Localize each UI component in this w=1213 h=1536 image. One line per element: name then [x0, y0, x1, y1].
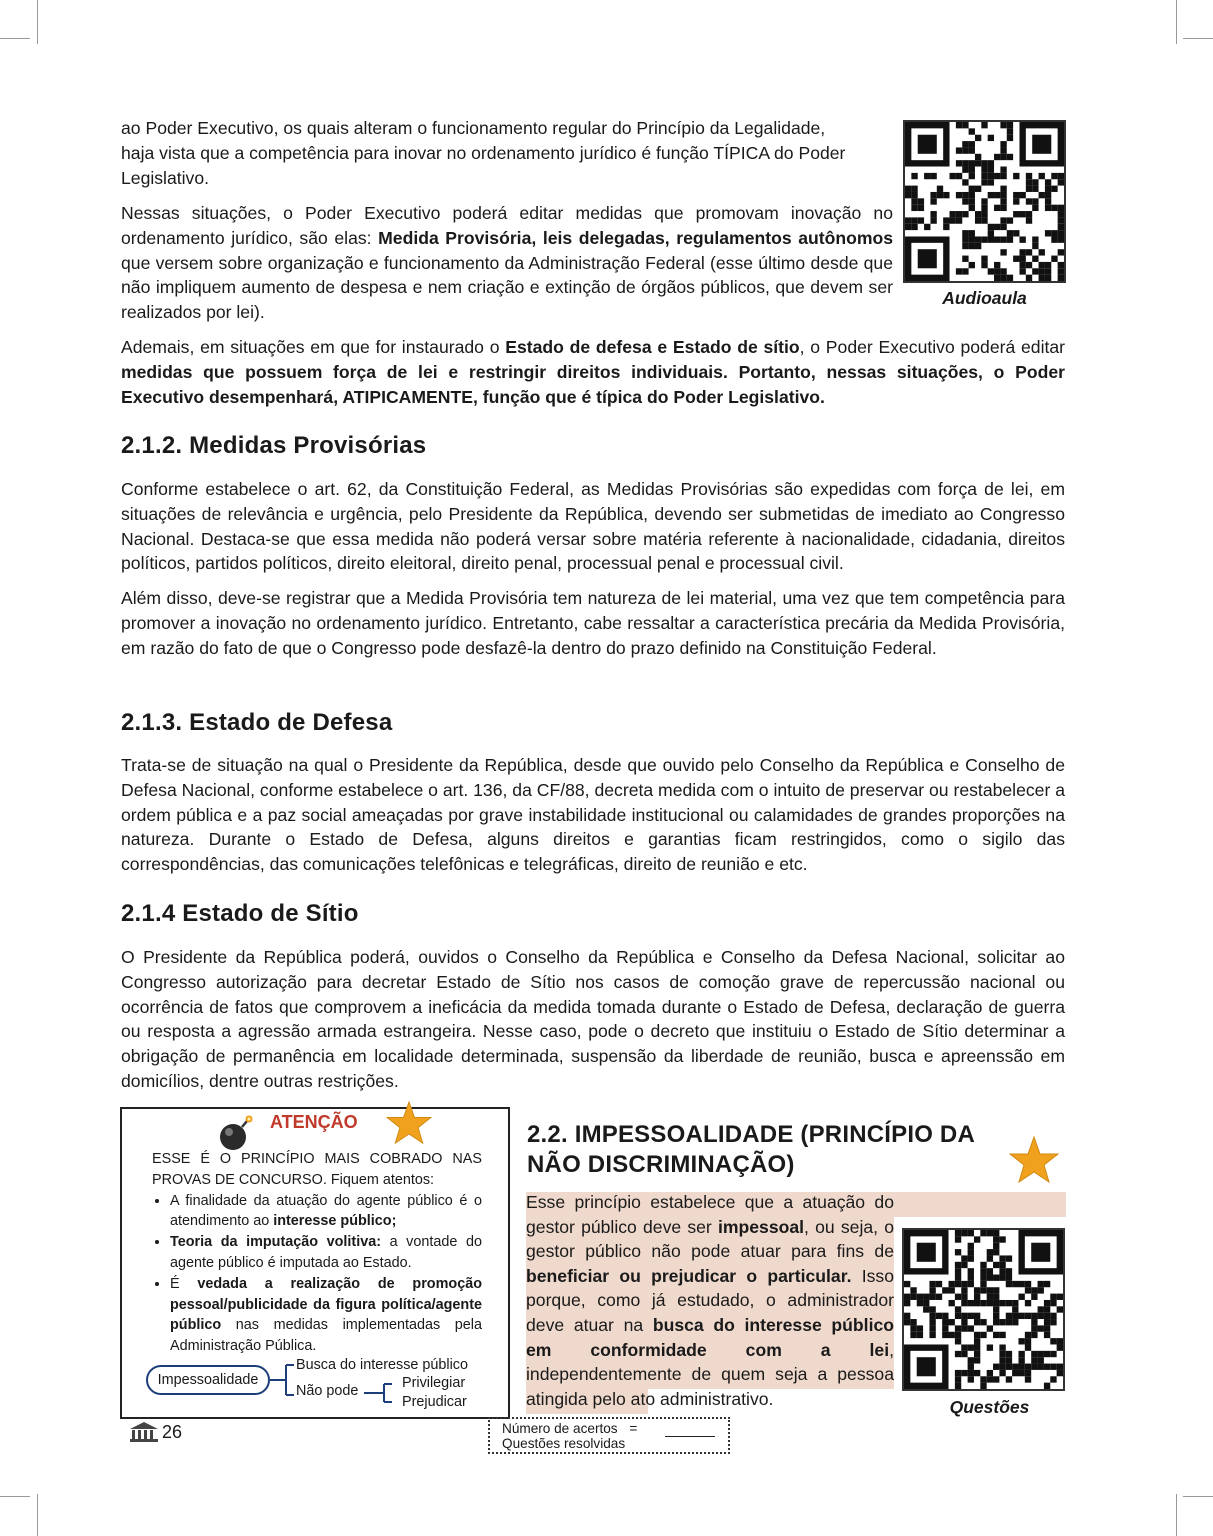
heading-line: 2.2. IMPESSOALIDADE (PRINCÍPIO DA: [527, 1121, 975, 1148]
text-run: a vontade do agente público é imputada ao Estado.: [170, 1234, 482, 1271]
qr-code-questoes[interactable]: [902, 1228, 1065, 1391]
text-run: Ademais, em situações em que for instaurado o: [121, 337, 506, 357]
list-item: [170, 1232, 482, 1274]
text-run: nas medidas implementadas pela Administração Pública.: [170, 1317, 482, 1355]
score-total-label: Questões resolvidas: [502, 1436, 626, 1451]
attention-box: [120, 1107, 510, 1419]
paragraph-executive-measures: [121, 201, 893, 325]
score-equals: =: [629, 1421, 638, 1436]
intro-line: ao Poder Executivo, os quais alteram o funcionamento regular do Princípio da Legalidade,: [121, 118, 826, 138]
paragraph-estado-defesa-sitio: [121, 335, 1065, 409]
diagram-leaf-privilegiar: Privilegiar: [402, 1375, 466, 1391]
star-icon: [386, 1101, 432, 1145]
diagram-root-node: [146, 1365, 270, 1395]
bold-run: Medida Provisória, leis delegadas, regulamentos autônomos: [378, 227, 894, 248]
text-run: Nessas situações, o Poder Executivo poderá editar medidas que promovam inovação no ordenamento jurídico, são elas:: [121, 203, 893, 248]
diagram-branch-nao-pode: Não pode: [296, 1383, 359, 1399]
star-icon: [1009, 1136, 1059, 1184]
intro-line: haja vista que a competência para inovar no ordenamento jurídico é função TÍPICA do Poder: [121, 142, 846, 163]
score-correct-label: Número de acertos: [502, 1421, 618, 1436]
qr-code-audioaula[interactable]: [903, 120, 1066, 283]
text-run: , o Poder Executivo poderá editar: [799, 337, 1066, 357]
crop-mark: [1183, 38, 1213, 39]
paragraph-medidas-provisorias-1: Conforme estabelece o art. 62, da Constituição Federal, as Medidas Provisórias são expedidas com força de lei, em situações de relevância e urgência, pelo Presidente da República, devendo ser submetidas de imediato ao Congresso Nacional. Destaca-se que essa medida não poderá versar sobre matéria referente à nacionalidade, cidadania, direitos políticos, partidos políticos, direito eleitoral, direito penal, processual penal e processual civil.: [121, 479, 1065, 574]
heading-estado-de-sitio: 2.1.4 Estado de Sítio: [121, 900, 359, 927]
score-box: [488, 1417, 730, 1454]
text-run: É: [170, 1275, 198, 1292]
list-item: [170, 1191, 482, 1233]
page-number: 26: [162, 1422, 183, 1442]
bold-run: interesse público;: [273, 1213, 397, 1230]
bold-run: Estado de defesa e Estado de sítio: [505, 337, 800, 357]
bold-run: vedada a realização de promoção pessoal/publicidade da figura política/agente público: [170, 1275, 482, 1334]
text-run: , ou seja, o gestor público não pode atuar para fins de: [526, 1216, 895, 1262]
text-run: Esse princípio estabelece que a atuação do gestor público deve ser: [526, 1192, 894, 1237]
qr-code-icon: [905, 122, 1064, 281]
crop-mark: [1183, 1496, 1213, 1497]
score-blank[interactable]: [665, 1436, 715, 1437]
bold-run: medidas que possuem força de lei e restringir direitos individuais. Portanto, nessas situações, o Poder Executivo desempenhará, ATIPICAMENTE, função que é típica do Poder Legislativo.: [121, 361, 1065, 407]
paragraph-estado-de-sitio: O Presidente da República poderá, ouvidos o Conselho da República e Conselho da Defesa Nacional, solicitar ao Congresso autorização para decretar Estado de Sítio nos casos de comoção grave de repercussão nacional ou ocorrência de fatos que comprovem a ineficácia da medida tomada durante o Estado de Defesa, declaração de guerra ou resposta a agressão armada estrangeira. Nesse caso, pode o decreto que instituiu o Estado de Sítio determinar a obrigação de permanência em localidade determinada, suspensão da liberdade de reunião, busca e apreenssão em domicílios, dentre outras restrições.: [121, 947, 1065, 1091]
text-run: Isso porque, como já estudado, o administrador deve atuar na: [526, 1265, 894, 1335]
diagram-root-label: Impessoalidade: [157, 1372, 259, 1388]
bold-run: busca do interesse público em conformidade com a lei: [526, 1314, 894, 1360]
crop-mark: [0, 1496, 30, 1497]
list-item: [170, 1274, 482, 1357]
heading-impessoalidade: [527, 1120, 975, 1180]
courthouse-icon: [129, 1421, 159, 1443]
bold-run: Teoria da imputação volitiva:: [170, 1234, 382, 1251]
crop-mark: [1176, 0, 1177, 44]
paragraph-estado-de-defesa: Trata-se de situação na qual o Presidente da República, desde que ouvido pelo Conselho da República e Conselho de Defesa Nacional, conforme estabelece o art. 136, da CF/88, decreta medida com o intuito de preservar ou restabelecer a ordem pública e a paz social ameaçadas por grave instabilidade institucional ou calamidades de grandes proporções na natureza. Durante o Estado de Defesa, alguns direitos e garantias ficam restringidos, como o sigilo das correspondências, das comunicações telefônicas e telegráficas, direito de reunião e etc.: [121, 755, 1065, 875]
crop-mark: [1176, 1494, 1177, 1536]
bomb-icon: [216, 1113, 256, 1153]
qr-caption-questoes: Questões: [949, 1397, 1030, 1417]
attention-list: [152, 1191, 482, 1357]
qr-caption-audioaula: Audioaula: [942, 288, 1027, 308]
paragraph-medidas-provisorias-2: Além disso, deve-se registrar que a Medida Provisória tem natureza de lei material, uma vez que tem competência para promover a inovação no ordenamento jurídico. Entretanto, cabe ressaltar a característica precária da Medida Provisória, em razão do fato de que o Congresso pode desfazê-la dentro do prazo definido na Constituição Federal.: [121, 588, 1065, 658]
text-run: que versem sobre organização e funcionamento da Administração Federal (esse último desde que não impliquem aumento de despesa e nem criação e extinção de órgãos públicos, que devem ser realizados por lei).: [121, 252, 893, 323]
bold-run: impessoal: [717, 1216, 805, 1237]
heading-estado-de-defesa: 2.1.3. Estado de Defesa: [121, 709, 393, 736]
heading-medidas-provisorias: 2.1.2. Medidas Provisórias: [121, 432, 427, 459]
diagram-leaf-prejudicar: Prejudicar: [402, 1394, 467, 1410]
crop-mark: [37, 1494, 38, 1536]
paragraph-intro: [121, 116, 893, 190]
intro-line: Legislativo.: [121, 167, 210, 188]
qr-code-icon: [904, 1230, 1063, 1389]
text-run: A finalidade da atuação do agente público é o atendimento ao: [170, 1192, 482, 1230]
attention-intro: ESSE É O PRINCÍPIO MAIS COBRADO NAS PROVAS DE CONCURSO. Fiquem atentos:: [152, 1151, 482, 1188]
attention-body: [152, 1149, 482, 1357]
diagram-branch-interesse: Busca do interesse público: [296, 1357, 468, 1373]
bold-run: beneficiar ou prejudicar o particular.: [526, 1265, 852, 1286]
attention-title: ATENÇÃO: [270, 1112, 358, 1132]
crop-mark: [0, 38, 30, 39]
crop-mark: [37, 0, 38, 44]
text-run: , independentemente de quem seja a pessoa atingida pelo ato administrativo.: [526, 1339, 894, 1409]
heading-line: NÃO DISCRIMINAÇÃO): [527, 1151, 795, 1178]
score-line: [502, 1421, 728, 1436]
